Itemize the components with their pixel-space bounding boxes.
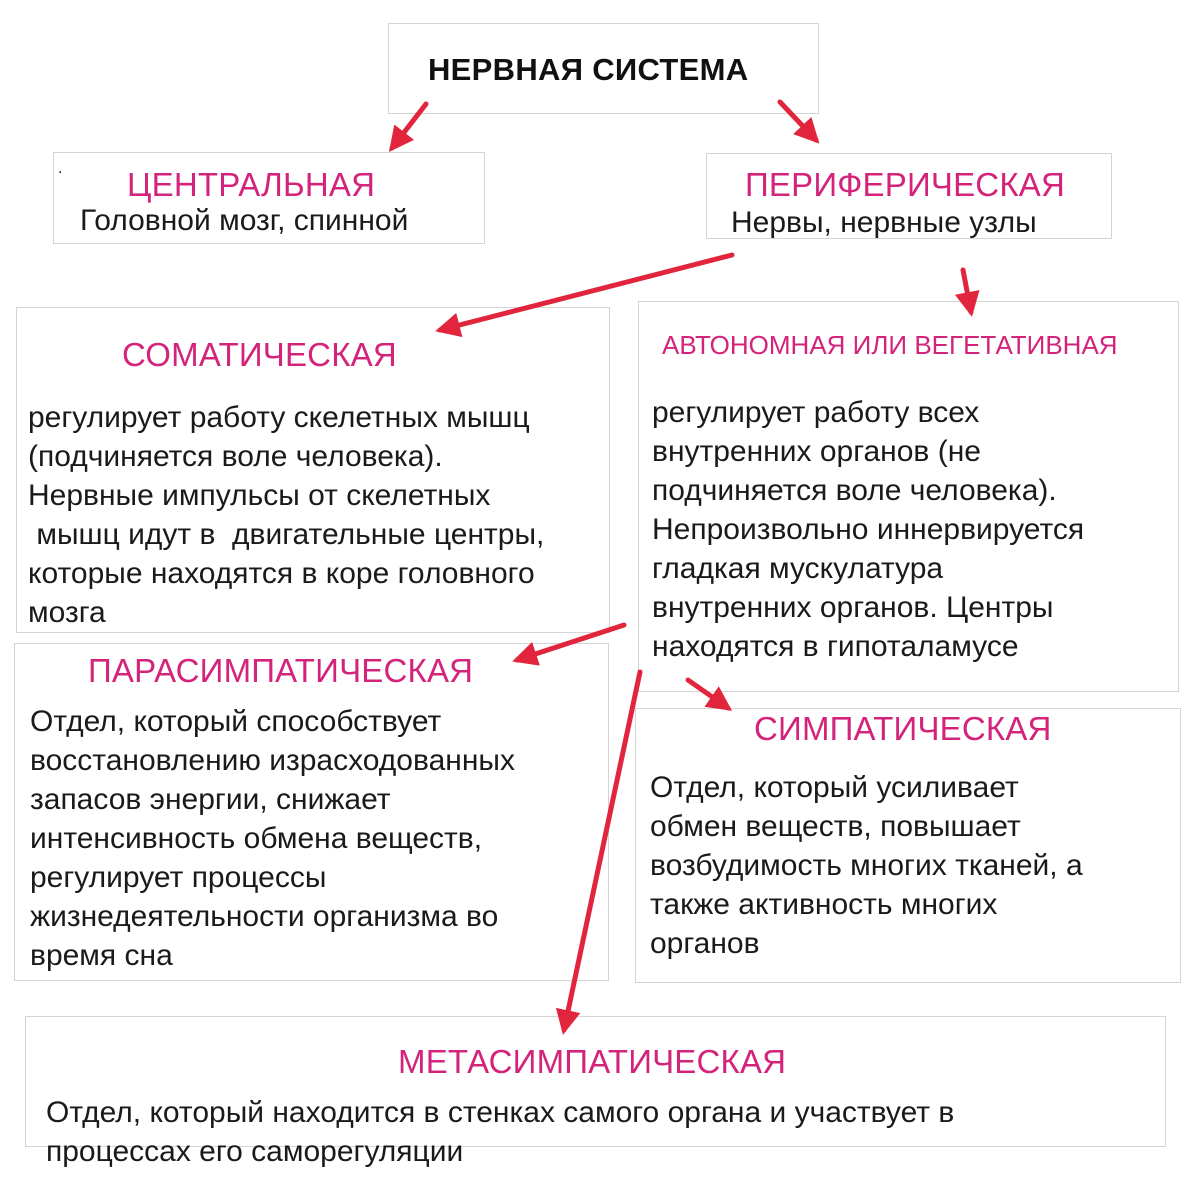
autonomic-line: подчиняется воле человека). xyxy=(652,474,1057,507)
metasympathetic-line: Отдел, который находится в стенках самого органа и участвует в xyxy=(46,1096,955,1129)
somatic-title: СОМАТИЧЕСКАЯ xyxy=(122,336,397,373)
sympathetic-line: органов xyxy=(650,927,760,960)
parasympathetic-line: Отдел, который способствует xyxy=(30,705,442,738)
somatic-line: Нервные импульсы от скелетных xyxy=(28,479,491,512)
somatic-line: которые находятся в коре головного xyxy=(28,557,535,590)
autonomic-title: АВТОНОМНАЯ ИЛИ ВЕГЕТАТИВНАЯ xyxy=(662,330,1118,360)
parasympathetic-line: запасов энергии, снижает xyxy=(30,783,391,816)
peripheral-desc: Нервы, нервные узлы xyxy=(731,206,1037,239)
autonomic-line: гладкая мускулатура xyxy=(652,552,944,585)
central-desc: Головной мозг, спинной xyxy=(80,204,409,237)
metasympathetic-title: МЕТАСИМПАТИЧЕСКАЯ xyxy=(398,1043,787,1080)
metasympathetic-line: процессах его саморегуляции xyxy=(46,1135,464,1168)
somatic-line: мозга xyxy=(28,596,106,629)
parasympathetic-line: время сна xyxy=(30,939,173,972)
sympathetic-line: Отдел, который усиливает xyxy=(650,771,1019,804)
central-title: ЦЕНТРАЛЬНАЯ xyxy=(127,166,376,203)
parasympathetic-line: жизнедеятельности организма во xyxy=(30,900,499,933)
autonomic-line: внутренних органов. Центры xyxy=(652,591,1054,624)
sympathetic-line: также активность многих xyxy=(650,888,998,921)
parasympathetic-line: интенсивность обмена веществ, xyxy=(30,822,483,855)
autonomic-line: регулирует работу всех xyxy=(652,396,980,429)
central-dot: . xyxy=(58,160,63,177)
parasympathetic-line: регулирует процессы xyxy=(30,861,327,894)
parasympathetic-line: восстановлению израсходованных xyxy=(30,744,515,777)
peripheral-title: ПЕРИФЕРИЧЕСКАЯ xyxy=(745,166,1065,203)
somatic-line: мышц идут в двигательные центры, xyxy=(28,518,545,551)
parasympathetic-title: ПАРАСИМПАТИЧЕСКАЯ xyxy=(88,652,474,689)
autonomic-line: Непроизвольно иннервируется xyxy=(652,513,1085,546)
autonomic-line: находятся в гипоталамусе xyxy=(652,630,1019,663)
autonomic-line: внутренних органов (не xyxy=(652,435,981,468)
somatic-line: регулирует работу скелетных мышц xyxy=(28,401,530,434)
sympathetic-line: обмен веществ, повышает xyxy=(650,810,1021,843)
somatic-line: (подчиняется воле человека). xyxy=(28,440,443,473)
root-title: НЕРВНАЯ СИСТЕМА xyxy=(428,52,749,87)
sympathetic-line: возбудимость многих тканей, а xyxy=(650,849,1083,882)
sympathetic-title: СИМПАТИЧЕСКАЯ xyxy=(754,710,1052,747)
